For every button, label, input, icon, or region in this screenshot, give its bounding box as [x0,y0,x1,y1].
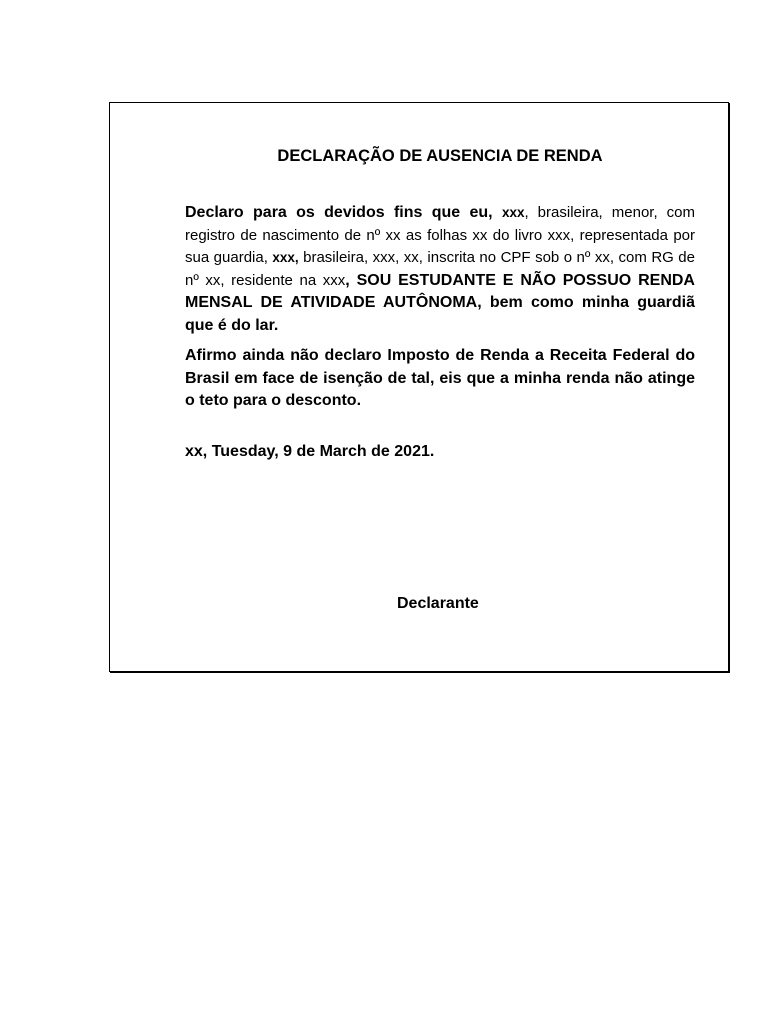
income-statement: , SOU ESTUDANTE E NÃO POSSUO RENDA MENSAL DE ATIVIDADE AUTÔNOMA, bem como minha guardiã que é do lar. [185,271,695,334]
declaration-intro: Declaro para os devidos fins que eu, [185,204,502,221]
document-body [185,202,695,463]
date-line: xx, Tuesday, 9 de March de 2021. [185,442,435,460]
guardian-details: brasileira, xxx, xx, inscrita no CPF sob o nº xx, com RG de nº xx, residente na xxx [185,249,695,289]
declarant-name: xxx [501,205,525,220]
tax-exemption-paragraph: Afirmo ainda não declaro Imposto de Renda a Receita Federal do Brasil em face de isenção de tal, eis que a minha renda não atinge o teto para o desconto. [185,347,695,409]
document-title: DECLARAÇÃO DE AUSENCIA DE RENDA [277,147,603,165]
signature-label: Declarante [397,595,479,612]
declaration-paragraph [185,202,695,337]
declarant-details: , brasileira, menor, com registro de nascimento de nº xx as folhas xx do livro xxx, representada por sua guardia, [185,204,696,266]
declaration-frame [109,102,729,672]
guardian-name: xxx, [272,250,299,265]
